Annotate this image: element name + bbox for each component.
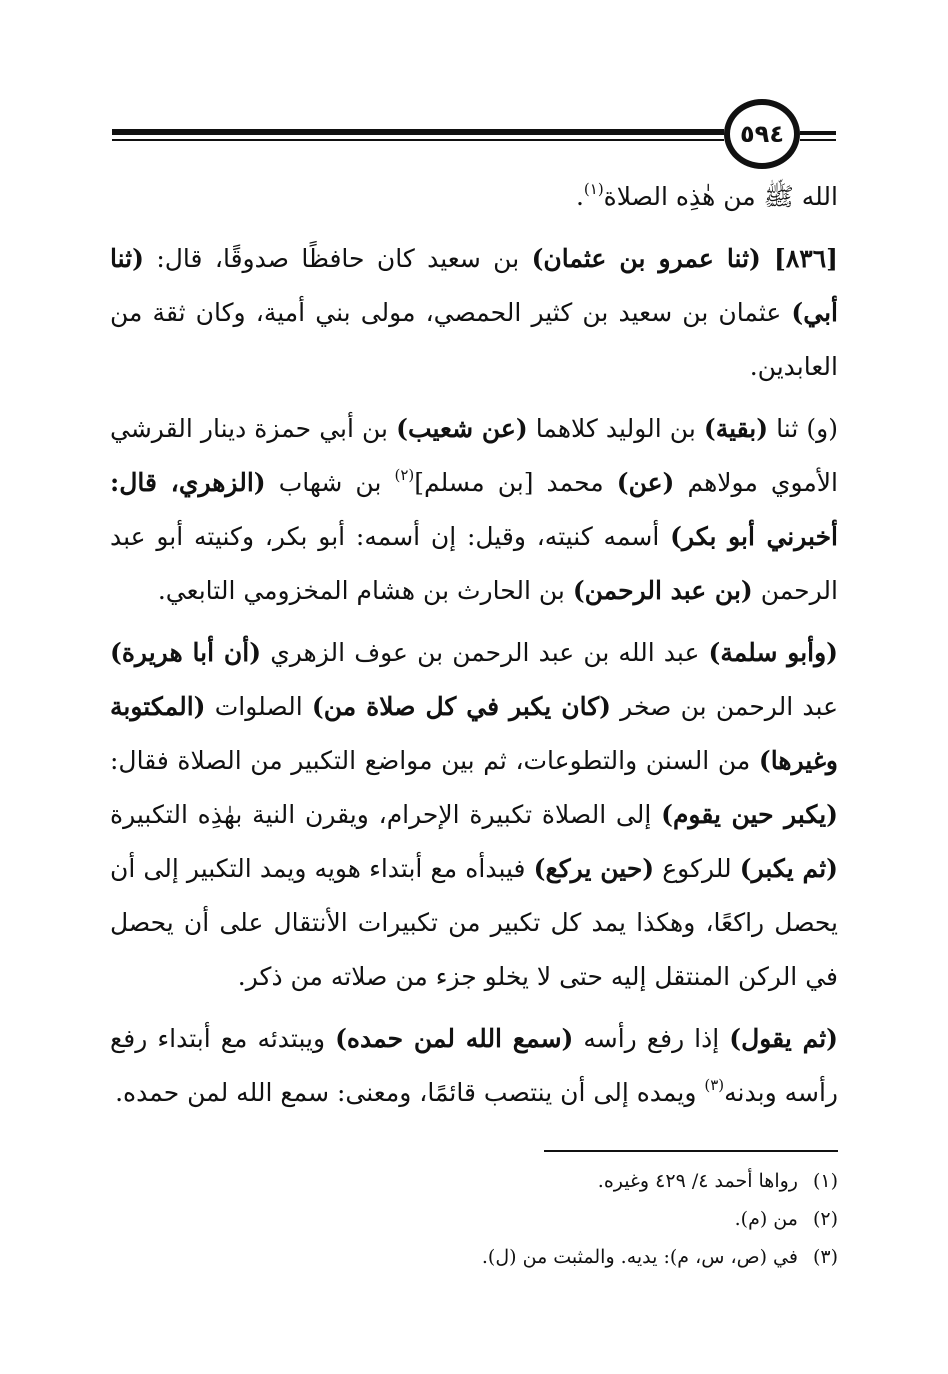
p2-bold-2: (ثنا أبي) bbox=[110, 244, 838, 327]
p3-bold-4: (الزهري، قال: أخبرني أبو بكر) bbox=[110, 468, 838, 551]
p4-bold-5: (يكبر حين يقوم) bbox=[661, 800, 838, 829]
p3-bold-2: (عن شعيب) bbox=[396, 414, 528, 443]
p3-bold-5: (بن عبد الرحمن) bbox=[572, 576, 753, 605]
header-rule-stub-thin bbox=[800, 139, 836, 141]
footnote-text: من (م). bbox=[734, 1208, 798, 1230]
p3-text-2: بن الوليد كلاهما bbox=[527, 414, 704, 443]
footnote-ref-1: (١) bbox=[583, 180, 604, 198]
paragraph-5 bbox=[110, 1012, 838, 1120]
p3-bold-3: (عن) bbox=[616, 468, 675, 497]
page-number: ٥٩٤ bbox=[740, 120, 784, 148]
p1-end: . bbox=[575, 182, 584, 211]
p5-text-3: ويمده إلى أن ينتصب قائمًا، ومعنى: سمع الله لمن حمده. bbox=[115, 1078, 705, 1107]
footnote-ref-2: (٢) bbox=[394, 466, 415, 484]
p3-bold-1: (بقية) bbox=[703, 414, 769, 443]
footnote-1 bbox=[110, 1162, 838, 1200]
footnote-number: (١) bbox=[812, 1170, 838, 1192]
footnote-separator bbox=[544, 1150, 838, 1152]
p4-text-7: فيبدأه مع أبتداء هويه ويمد التكبير إلى أن يحصل راكعًا، وهكذا يمد كل تكبير من تكبيرات الأنتقال على أن يحصل في الركن المنتقل إليه حتى لا يخلو جزء من صلاته من ذكر. bbox=[110, 854, 838, 991]
paragraph-1 bbox=[110, 170, 838, 224]
p4-text-3: الصلوات bbox=[205, 692, 312, 721]
p5-bold-2: (سمع الله لمن حمده) bbox=[335, 1024, 574, 1053]
footnote-3 bbox=[110, 1238, 838, 1276]
main-text bbox=[110, 170, 838, 1120]
p3-text-1: (و) ثنا bbox=[768, 414, 838, 443]
p4-text-2: عبد الرحمن بن صخر bbox=[610, 692, 838, 721]
p1-text: الله ﷺ من هٰذِه الصلاة bbox=[603, 182, 838, 211]
p2-text-2: عثمان بن سعيد بن كثير الحمصي، مولى بني أمية، وكان ثقة من العابدين. bbox=[110, 298, 838, 381]
footnote-number: (٢) bbox=[812, 1208, 838, 1230]
p5-text-2: ويبتدئه مع أبتداء رفع رأسه وبدنه bbox=[110, 1024, 838, 1107]
p4-bold-6: (ثم يكبر) bbox=[739, 854, 838, 883]
p4-bold-1: (وأبو سلمة) bbox=[708, 638, 839, 667]
p3-text-6: أسمه كنيته، وقيل: إن أسمه: أبو بكر، وكنيته أبو عبد الرحمن bbox=[110, 522, 838, 605]
p4-text-6: للركوع bbox=[654, 854, 740, 883]
p4-bold-4: (المكتوبة وغيرها) bbox=[110, 692, 838, 775]
header-rule-thin bbox=[112, 139, 724, 141]
p4-bold-2: (أن أبا هريرة) bbox=[110, 638, 262, 667]
footnote-number: (٣) bbox=[812, 1246, 838, 1268]
footnote-ref-3: (٣) bbox=[704, 1076, 725, 1094]
p5-text-1: إذا رفع رأسه bbox=[573, 1024, 730, 1053]
p4-bold-7: (حين يركع) bbox=[533, 854, 655, 883]
footnote-2 bbox=[110, 1200, 838, 1238]
p4-text-4: من السنن والتطوعات، ثم بين مواضع التكبير من الصلاة فقال: bbox=[110, 746, 759, 775]
paragraph-4 bbox=[110, 626, 838, 1004]
p4-text-1: عبد الله بن عبد الرحمن بن عوف الزهري bbox=[261, 638, 709, 667]
paragraph-2 bbox=[110, 232, 838, 394]
p3-text-3: بن أبي حمزة دينار القرشي الأموي مولاهم bbox=[110, 414, 838, 497]
p3-text-5: بن شهاب bbox=[265, 468, 395, 497]
footnotes bbox=[110, 1162, 838, 1276]
header-rule-stub bbox=[800, 131, 836, 135]
header-rule-thick bbox=[112, 129, 724, 135]
p4-bold-3: (كان يكبر في كل صلاة من) bbox=[311, 692, 611, 721]
p4-text-5: إلى الصلاة تكبيرة الإحرام، ويقرن النية بهٰذِه التكبيرة bbox=[110, 800, 662, 829]
page-header bbox=[0, 0, 948, 170]
p5-bold-1: (ثم يقول) bbox=[729, 1024, 839, 1053]
p3-text-4: محمد [بن مسلم] bbox=[414, 468, 617, 497]
page-number-badge bbox=[724, 99, 800, 169]
paragraph-3 bbox=[110, 402, 838, 618]
p3-text-7: بن الحارث بن هشام المخزومي التابعي. bbox=[157, 576, 573, 605]
p2-bold-1: [٨٣٦] (ثنا عمرو بن عثمان) bbox=[531, 244, 838, 273]
footnote-text: رواها أحمد ٤/ ٤٢٩ وغيره. bbox=[597, 1170, 798, 1192]
footnote-text: في (ص، س، م): يديه. والمثبت من (ل). bbox=[481, 1246, 798, 1268]
p2-text-1: بن سعيد كان حافظًا صدوقًا، قال: bbox=[143, 244, 532, 273]
